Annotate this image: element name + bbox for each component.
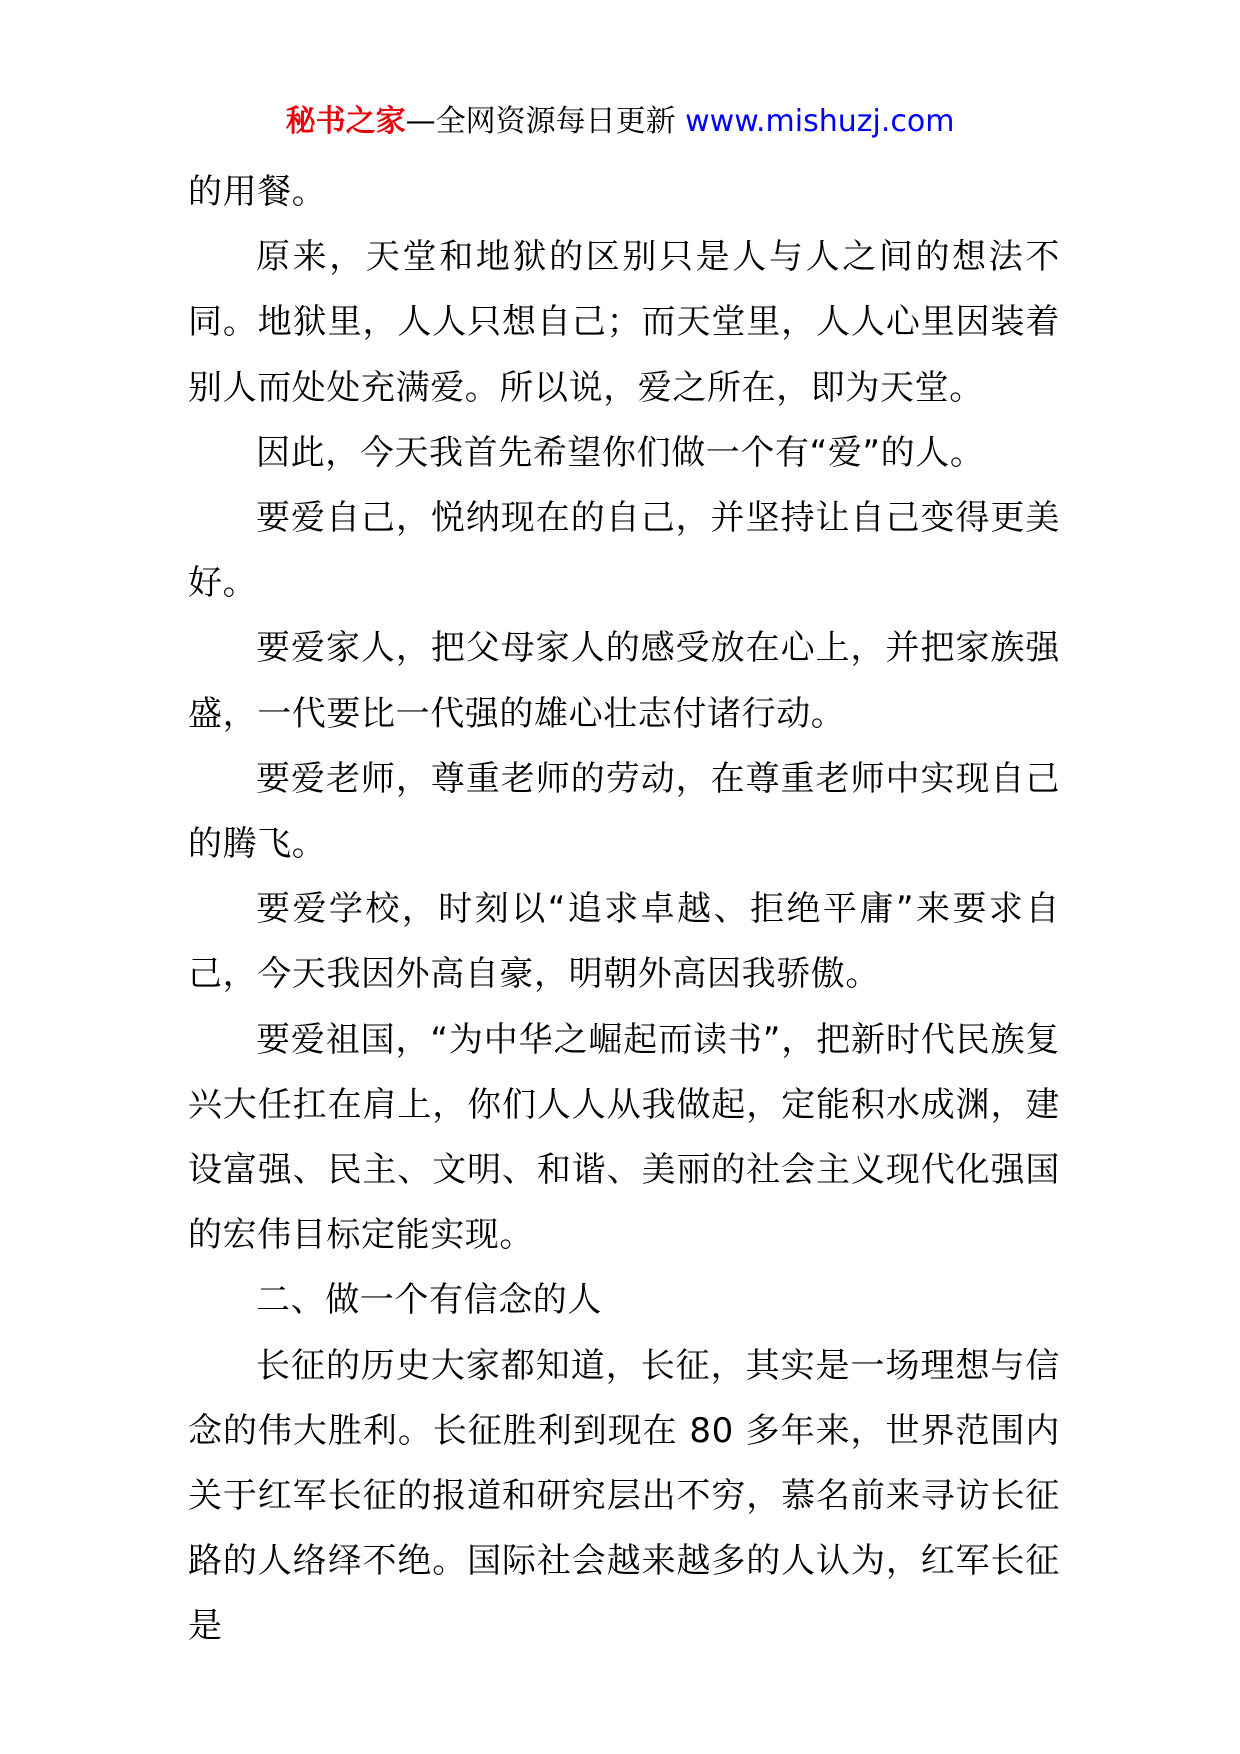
paragraph: 要爱学校，时刻以“追求卓越、拒绝平庸”来要求自己，今天我因外高自豪，明朝外高因我骄傲。 [188,889,1060,995]
header-tagline: —全网资源每日更新 [405,104,686,139]
paragraph: 因此，今天我首先希望你们做一个有“爱”的人。 [256,432,985,473]
page-header [0,102,1240,142]
website-link[interactable]: www.mishuzj.com [685,104,955,139]
paragraph: 原来，天堂和地狱的区别只是人与人之间的想法不同。地狱里，人人只想自己；而天堂里，人人心里因装着别人而处处充满爱。所以说，爱之所在，即为天堂。 [188,237,1060,408]
paragraph: 要爱祖国，“为中华之崛起而读书”，把新时代民族复兴大任扛在肩上，你们人人从我做起，定能积水成渊，建设富强、民主、文明、和谐、美丽的社会主义现代化强国的宏伟目标定能实现。 [188,1019,1060,1256]
paragraph: 要爱老师，尊重老师的劳动，在尊重老师中实现自己的腾飞。 [188,758,1060,865]
paragraph: 的用餐。 [188,172,327,212]
paragraph: 要爱家人，把父母家人的感受放在心上，并把家族强盛，一代要比一代强的雄心壮志付诸行动。 [188,628,1060,734]
brand-name: 秘书之家 [285,104,406,139]
paragraph: 长征的历史大家都知道，长征，其实是一场理想与信念的伟大胜利。长征胜利到现在 80 多年来，世界范围内关于红军长征的报道和研究层出不穷，慕名前来寻访长征路的人络绎不绝。国际社会越来越多的人认为，红军长征是 [188,1345,1060,1647]
section-heading: 二、做一个有信念的人 [256,1280,602,1321]
paragraph: 要爱自己，悦纳现在的自己，并坚持让自己变得更美好。 [188,498,1060,604]
document-body [188,160,1060,1660]
